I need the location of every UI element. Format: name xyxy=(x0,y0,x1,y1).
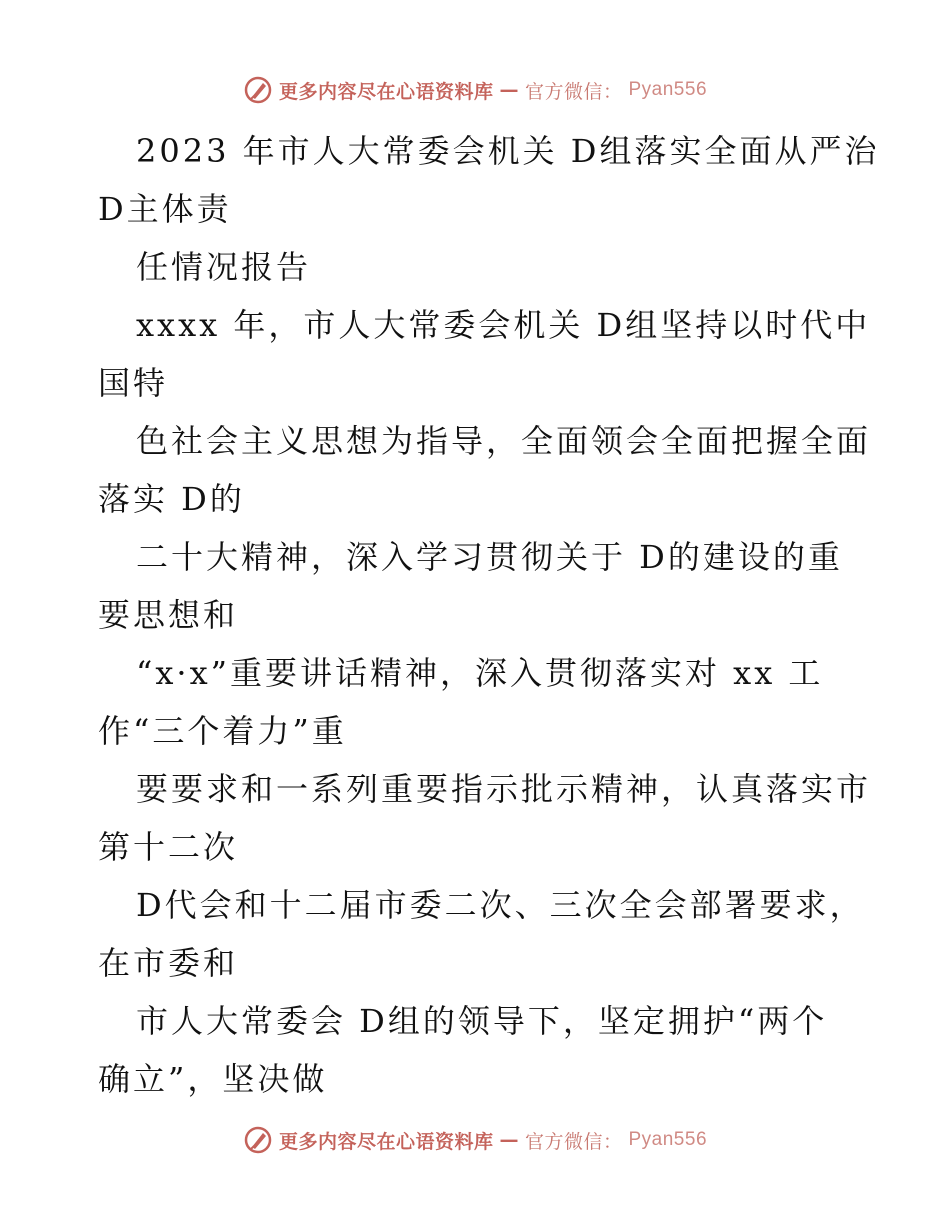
watermark-separator: — xyxy=(499,79,519,101)
text-line: D主体责 xyxy=(98,190,232,228)
text-line: 在市委和 xyxy=(98,944,239,982)
watermark-footer xyxy=(0,1120,950,1160)
text-line: 色社会主义思想为指导，全面领会全面把握全面 xyxy=(136,422,872,460)
text-line: D代会和十二届市委二次、三次全会部署要求， xyxy=(136,886,865,924)
document-body xyxy=(98,122,880,1108)
watermark-wechat-label: 官方微信： xyxy=(524,1130,623,1153)
text-line: 二十大精神，深入学习贯彻关于 D的建设的重 xyxy=(136,538,843,576)
text-line: 要思想和 xyxy=(98,596,239,634)
text-line: 任情况报告 xyxy=(136,248,312,286)
watermark-header xyxy=(0,70,950,110)
watermark-brand: 更多内容尽在心语资料库 xyxy=(278,1130,494,1153)
text-line: 确立”，坚决做 xyxy=(98,1060,328,1098)
watermark-wechat-id: Pyan556 xyxy=(628,79,708,100)
quill-logo-icon xyxy=(243,75,273,105)
watermark-wechat-id: Pyan556 xyxy=(628,1129,708,1150)
watermark-separator: — xyxy=(499,1129,519,1151)
text-line: 市人大常委会 D组的领导下，坚定拥护“两个 xyxy=(136,1002,828,1040)
text-line: 第十二次 xyxy=(98,828,239,866)
text-line: 落实 D的 xyxy=(98,480,245,518)
text-line: 国特 xyxy=(98,364,169,402)
quill-logo-icon xyxy=(243,1125,273,1155)
text-line: 2023 年市人大常委会机关 D组落实全面从严治 xyxy=(136,132,880,170)
text-line: xxxx 年，市人大常委会机关 D组坚持以时代中 xyxy=(136,306,871,344)
text-line: 要要求和一系列重要指示批示精神，认真落实市 xyxy=(136,770,872,808)
watermark-brand: 更多内容尽在心语资料库 xyxy=(278,80,494,103)
watermark-wechat-label: 官方微信： xyxy=(524,80,623,103)
text-line: “x·x”重要讲话精神，深入贯彻落实对 xx 工 xyxy=(136,654,824,692)
text-line: 作“三个着力”重 xyxy=(98,712,347,750)
